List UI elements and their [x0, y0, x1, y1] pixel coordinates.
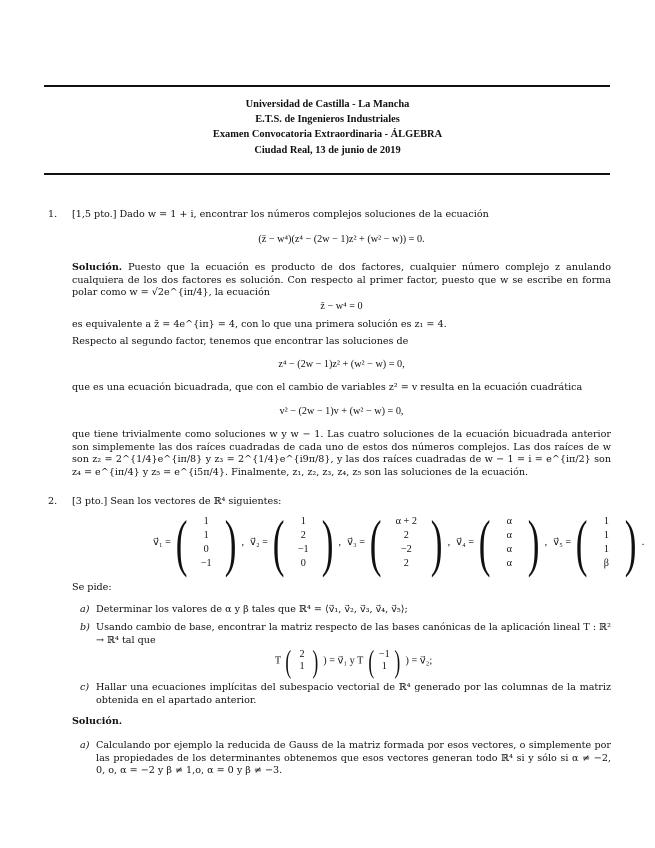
solution-a-text: Calculando por ejemplo la reducida de Gauss de la matriz formada por esos vectores, o simplemente por las propiedades de los determinantes obtenemos que esos vectores generan todo ℝ⁴ si y sólo si α ≠ −2, 0, o, α = −2 y β ≠ 1,o, α = 0 y β ≠ −3. — [96, 740, 611, 777]
vector-label: v⃗₂ = — [250, 537, 268, 549]
vector-v1: v⃗₁ = ( 1 1 0 −1 ) , — [153, 507, 245, 578]
t-equation: T ( 2 1 ) ) = v⃗₁ y T ( −1 1 ) ) = v⃗₂; — [274, 643, 433, 679]
problem1-statement: [1,5 pto.] Dado w = 1 + i, encontrar los números complejos soluciones de la ecuación — [72, 209, 489, 220]
problem1-solution — [72, 262, 611, 300]
paragraph-3: Respecto al segundo factor, tenemos que encontrar las soluciones de — [72, 336, 409, 347]
bottom-rule — [44, 173, 610, 175]
vector-entry: α — [506, 558, 512, 569]
exam-title: Examen Convocatoria Extraordinaria - ÁLGEBRA — [212, 129, 443, 140]
vector-entry: 1 — [603, 516, 609, 527]
vector-label: v⃗₅ = — [553, 537, 572, 549]
item-a-text: Determinar los valores de α y β tales que ℝ⁴ = ⟨v⃗₁, v⃗₂, v⃗₃, v⃗₄, v⃗₅⟩; — [96, 604, 408, 615]
top-rule — [44, 85, 610, 87]
vector-row — [150, 507, 647, 578]
vector-entry: 2 — [300, 530, 306, 541]
vector-entry: 0 — [203, 544, 209, 555]
vector-entry: 2 — [403, 558, 409, 569]
vector-entry: 1 — [203, 516, 209, 527]
vector-label: v⃗₁ = — [153, 537, 171, 549]
vector-entry: β — [603, 558, 609, 569]
problem2-number: 2. — [48, 496, 58, 507]
problem1-equation: (z̄ − w⁴)(z⁴ − (2w − 1)z² + (w² − w)) = 0. — [258, 234, 425, 245]
university-name: Universidad de Castilla - La Mancha — [245, 99, 410, 110]
vector-label: v⃗₃ = — [347, 537, 365, 549]
matrix-entry: −1 — [378, 649, 390, 660]
vector-v3: v⃗₃ = ( α + 2 2 −2 2 ) , — [347, 507, 451, 578]
item-c-label: c) — [80, 682, 90, 693]
vector-entry: 1 — [203, 530, 209, 541]
matrix-entry: 2 — [299, 649, 305, 660]
problem1-number: 1. — [48, 209, 58, 220]
exam-date: Ciudad Real, 13 de junio de 2019 — [254, 145, 401, 156]
vector-entry: 1 — [603, 530, 609, 541]
vector-entry: −2 — [400, 544, 412, 555]
solution-a-label: a) — [80, 740, 90, 751]
t-eq-end: ) = v⃗₂; — [405, 655, 433, 667]
equation-z-bar: z̄ − w⁴ = 0 — [320, 301, 363, 312]
paragraph-2: es equivalente a z̄ = 4e^{iπ} = 4, con lo que una primera solución es z₁ = 4. — [72, 319, 447, 330]
item-b-text: Usando cambio de base, encontrar la matriz respecto de las bases canónicas de la aplicación lineal T : ℝ² → ℝ⁴ tal que — [96, 622, 611, 646]
t-eq-mid: ) = v⃗₁ y T — [323, 655, 364, 667]
vector-v2: v⃗₂ = ( 1 2 −1 0 ) , — [250, 507, 342, 578]
vector-entry: 0 — [300, 558, 306, 569]
vector-entry: α — [506, 530, 512, 541]
item-b-label: b) — [80, 622, 90, 633]
solution-paragraph-1: Puesto que la ecuación es producto de dos factores, cualquier número complejo z anulando cualquiera de los dos factores es solución. Con respecto al primer factor, puesto que w se escribe en forma polar como w = √2e^{iπ/4}, la ecuación — [72, 262, 611, 299]
vector-v5: v⃗₅ = ( 1 1 1 β ) . — [553, 507, 645, 578]
paragraph-4: que es una ecuación bicuadrada, que con el cambio de variables z² = v resulta en la ecuación cuadrática — [72, 382, 583, 393]
vector-entry: 1 — [300, 516, 306, 527]
vector-v4: v⃗₄ = ( α α α α ) , — [456, 507, 548, 578]
se-pide: Se pide: — [72, 582, 112, 593]
paragraph-5: que tiene trivialmente como soluciones w y w − 1. Las cuatro soluciones de la ecuación bicuadrada anterior son simplemente las dos raíces cuadradas de cada uno de estos dos números complejos. Las dos raíces de w son z₂ = 2^{1/4}e^{iπ/8} y z₃ = 2^{1/4}e^{i9π/8}, y las dos raíces cuadradas de w − 1 = i = e^{iπ/2} son z₄ = e^{iπ/4} y z₅ = e^{i5π/4}. Finalmente, z₁, z₂, z₃, z₄, z₅ son las soluciones de la ecuación. — [72, 429, 611, 478]
equation-quartic: z⁴ − (2w − 1)z² + (w² − w) = 0, — [278, 359, 405, 370]
vector-entry: α — [506, 544, 512, 555]
vector-entry: α + 2 — [395, 516, 417, 527]
school-name: E.T.S. de Ingenieros Industriales — [255, 114, 400, 125]
matrix-entry: 1 — [299, 661, 305, 672]
vector-entry: 2 — [403, 530, 409, 541]
equation-quadratic: v² − (2w − 1)v + (w² − w) = 0, — [279, 406, 404, 417]
problem2-solution-label: Solución. — [72, 716, 123, 727]
matrix-entry: 1 — [381, 661, 387, 672]
item-a-label: a) — [80, 604, 90, 615]
vector-entry: 1 — [603, 544, 609, 555]
solution-label: Solución. — [72, 262, 123, 273]
vector-label: v⃗₄ = — [456, 537, 475, 549]
vector-entry: α — [506, 516, 512, 527]
item-c-text: Hallar una ecuaciones implícitas del subespacio vectorial de ℝ⁴ generado por las columnas de la matriz obtenida en el apartado anterior. — [96, 682, 611, 706]
problem2-statement: [3 pto.] Sean los vectores de ℝ⁴ siguientes: — [72, 496, 282, 507]
vector-entry: −1 — [200, 558, 212, 569]
vector-entry: −1 — [297, 544, 309, 555]
